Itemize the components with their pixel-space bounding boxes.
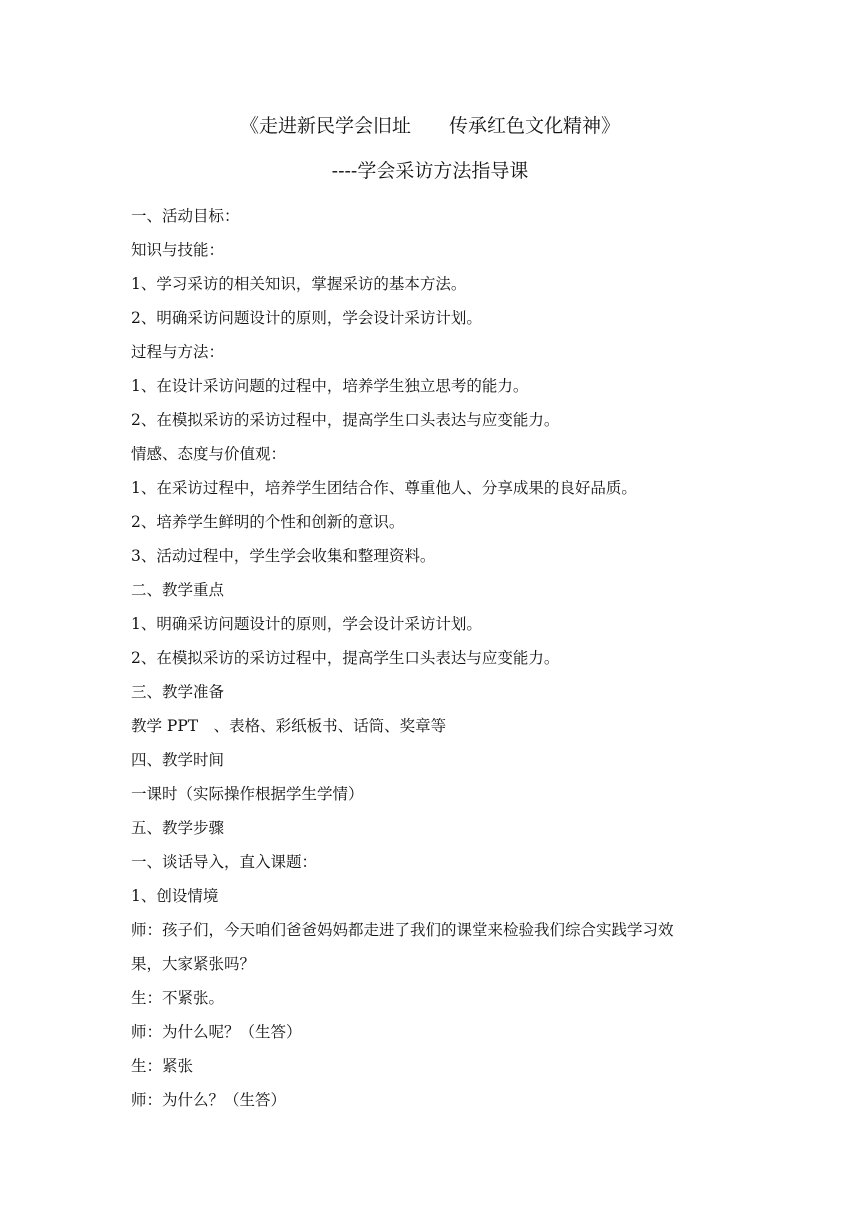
body-line: 一、谈话导入，直入课题： (131, 853, 318, 871)
body-line: 师：为什么呢？（生答） (131, 1023, 302, 1041)
body-line: 二、教学重点 (131, 581, 225, 599)
body-line: 1、在采访过程中，培养学生团结合作、尊重他人、分享成果的良好品质。 (131, 479, 637, 497)
body-line: 四、教学时间 (131, 751, 225, 769)
body-line: 2、明确采访问题设计的原则，学会设计采访计划。 (131, 309, 482, 327)
body-line: 生：不紧张。 (131, 989, 225, 1007)
document-subtitle: ----学会采访方法指导课 (331, 160, 529, 182)
body-line: 知识与技能： (131, 241, 225, 259)
body-line: 五、教学步骤 (131, 819, 225, 837)
body-line: 师：孩子们，今天咱们爸爸妈妈都走进了我们的课堂来检验我们综合实践学习效 (131, 921, 674, 939)
body-line: 情感、态度与价值观： (131, 445, 287, 463)
body-line: 三、教学准备 (131, 683, 225, 701)
body-line: 3、活动过程中，学生学会收集和整理资料。 (131, 547, 436, 565)
body-line: 果，大家紧张吗？ (131, 955, 256, 973)
body-line: 1、明确采访问题设计的原则，学会设计采访计划。 (131, 615, 482, 633)
body-line: 过程与方法： (131, 343, 225, 361)
body-line: 一、活动目标： (131, 207, 240, 225)
body-line: 一课时（实际操作根据学生学情） (131, 785, 364, 803)
body-line: 教学 PPT 、表格、彩纸板书、话筒、奖章等 (131, 717, 447, 735)
body-line: 生：紧张 (131, 1057, 194, 1075)
body-line: 1、在设计采访问题的过程中，培养学生独立思考的能力。 (131, 377, 529, 395)
document-title: 《走进新民学会旧址 传承红色文化精神》 (239, 115, 620, 137)
body-line: 1、创设情境 (131, 887, 219, 905)
body-line: 师：为什么？（生答） (131, 1091, 287, 1109)
body-line: 2、培养学生鲜明的个性和创新的意识。 (131, 513, 405, 531)
body-line: 1、学习采访的相关知识，掌握采访的基本方法。 (131, 275, 467, 293)
document-body (131, 199, 741, 1117)
body-line: 2、在模拟采访的采访过程中，提高学生口头表达与应变能力。 (131, 649, 560, 667)
body-line: 2、在模拟采访的采访过程中，提高学生口头表达与应变能力。 (131, 411, 560, 429)
